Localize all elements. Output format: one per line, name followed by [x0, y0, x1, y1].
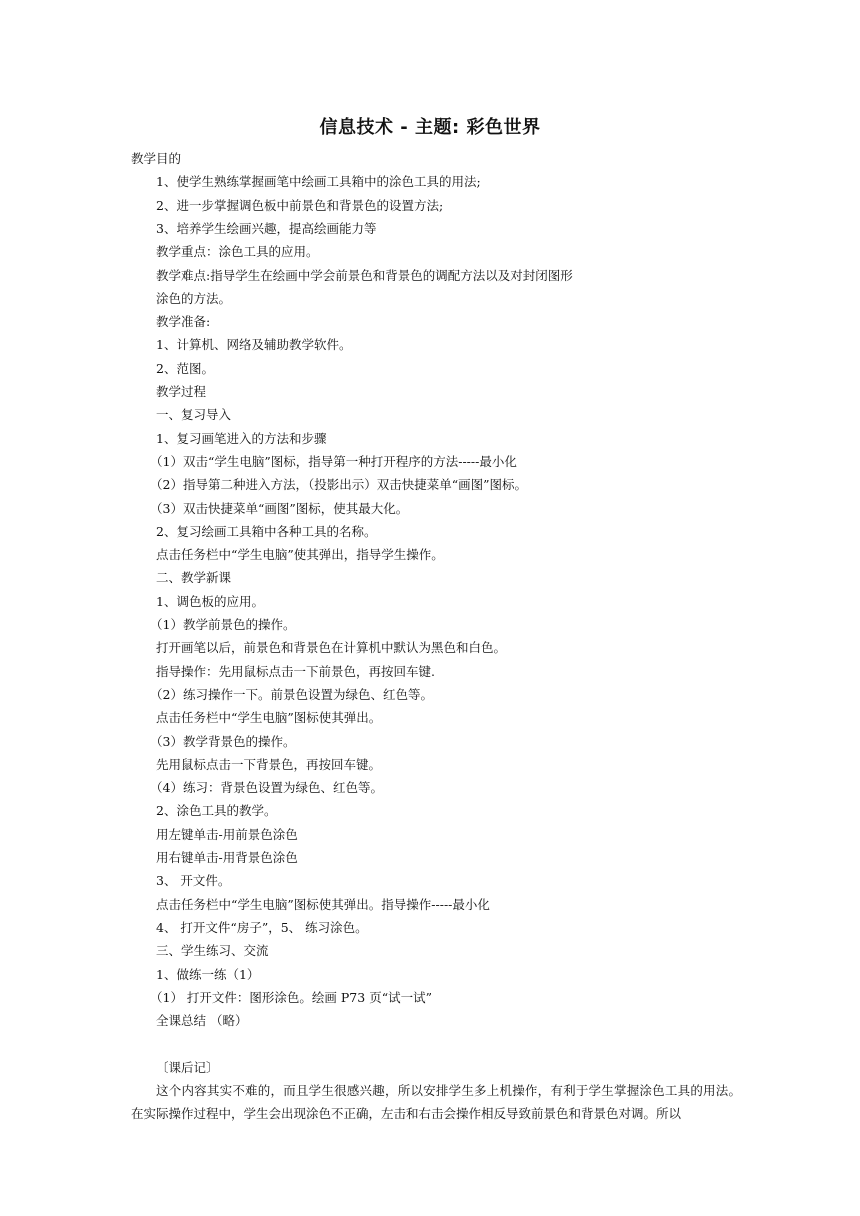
body-line: 一、复习导入	[156, 407, 232, 423]
body-line: 用左键单击-用前景色涂色	[156, 826, 298, 842]
body-line: 涂色的方法。	[156, 290, 232, 306]
body-line: 2、涂色工具的教学。	[156, 803, 277, 819]
body-line: 3、 开文件。	[156, 873, 231, 889]
body-line: 教学准备:	[156, 314, 211, 330]
body-line: （2）指导第二种进入方法，（投影出示）双击快捷菜单“画图”图标。	[150, 477, 527, 493]
body-line: 1、复习画笔进入的方法和步骤	[156, 430, 327, 446]
body-line: 指导操作：先用鼠标点击一下前景色，再按回车键.	[156, 663, 435, 679]
body-line: （1）教学前景色的操作。	[150, 617, 296, 632]
body-line: 3、培养学生绘画兴趣，提高绘画能力等	[156, 220, 377, 236]
body-line: 2、复习绘画工具箱中各种工具的名称。	[156, 523, 377, 539]
body-line: （1） 打开文件：图形涂色。绘画 P73 页“试一试”	[150, 989, 432, 1005]
body-line: 教学难点:指导学生在绘画中学会前景色和背景色的调配方法以及对封闭图形	[156, 267, 573, 283]
body-line: 2、进一步掌握调色板中前景色和背景色的设置方法;	[156, 197, 444, 213]
body-line: （3）双击快捷菜单“画图”图标，使其最大化。	[150, 500, 409, 516]
body-line: 4、 打开文件“房子”，5、 练习涂色。	[156, 919, 368, 935]
body-line: 1、使学生熟练掌握画笔中绘画工具箱中的涂色工具的用法;	[156, 174, 481, 190]
body-line: （2）练习操作一下。前景色设置为绿色、红色等。	[150, 686, 433, 702]
body-line: 先用鼠标点击一下背景色，再按回车键。	[156, 756, 382, 772]
document-title: 信息技术 - 主题: 彩色世界	[319, 117, 541, 138]
body-line: 点击任务栏中“学生电脑”图标使其弹出。	[156, 710, 382, 726]
body-line: 1、做练一练（1）	[156, 966, 260, 982]
body-line: 2、范图。	[156, 360, 214, 376]
body-line: 二、教学新课	[156, 570, 232, 586]
body-line: 用右键单击-用背景色涂色	[156, 850, 298, 865]
body-line: 打开画笔以后，前景色和背景色在计算机中默认为黑色和白色。	[156, 640, 507, 656]
body-line: 三、学生练习、交流	[156, 943, 269, 959]
body-line: （1）双击“学生电脑”图标，指导第一种打开程序的方法-----最小化	[150, 453, 517, 469]
body-line: 1、调色板的应用。	[156, 593, 264, 609]
body-line: 〔课后记〕	[156, 1059, 219, 1075]
body-line: 教学重点：涂色工具的应用。	[156, 244, 319, 260]
body-line: 点击任务栏中“学生电脑”使其弹出，指导学生操作。	[156, 547, 444, 563]
body-line: 教学过程	[156, 384, 207, 399]
body-line: 全课总结 （略）	[156, 1013, 248, 1029]
body-line: （4）练习：背景色设置为绿色、红色等。	[150, 780, 383, 796]
body-line: 1、计算机、网络及辅助教学软件。	[156, 337, 352, 353]
afterword-paragraph: 这个内容其实不难的，而且学生很感兴趣，所以安排学生多上机操作，有利于学生掌握涂色工具的用法。在实际操作过程中，学生会出现涂色不正确，左击和右击会操作相反导致前景色和背景色对调。所以	[131, 1083, 741, 1121]
body-line: （3）教学背景色的操作。	[150, 733, 296, 749]
body-line: 点击任务栏中“学生电脑”图标使其弹出。指导操作-----最小化	[156, 896, 490, 912]
body-line: 教学目的	[131, 151, 182, 166]
